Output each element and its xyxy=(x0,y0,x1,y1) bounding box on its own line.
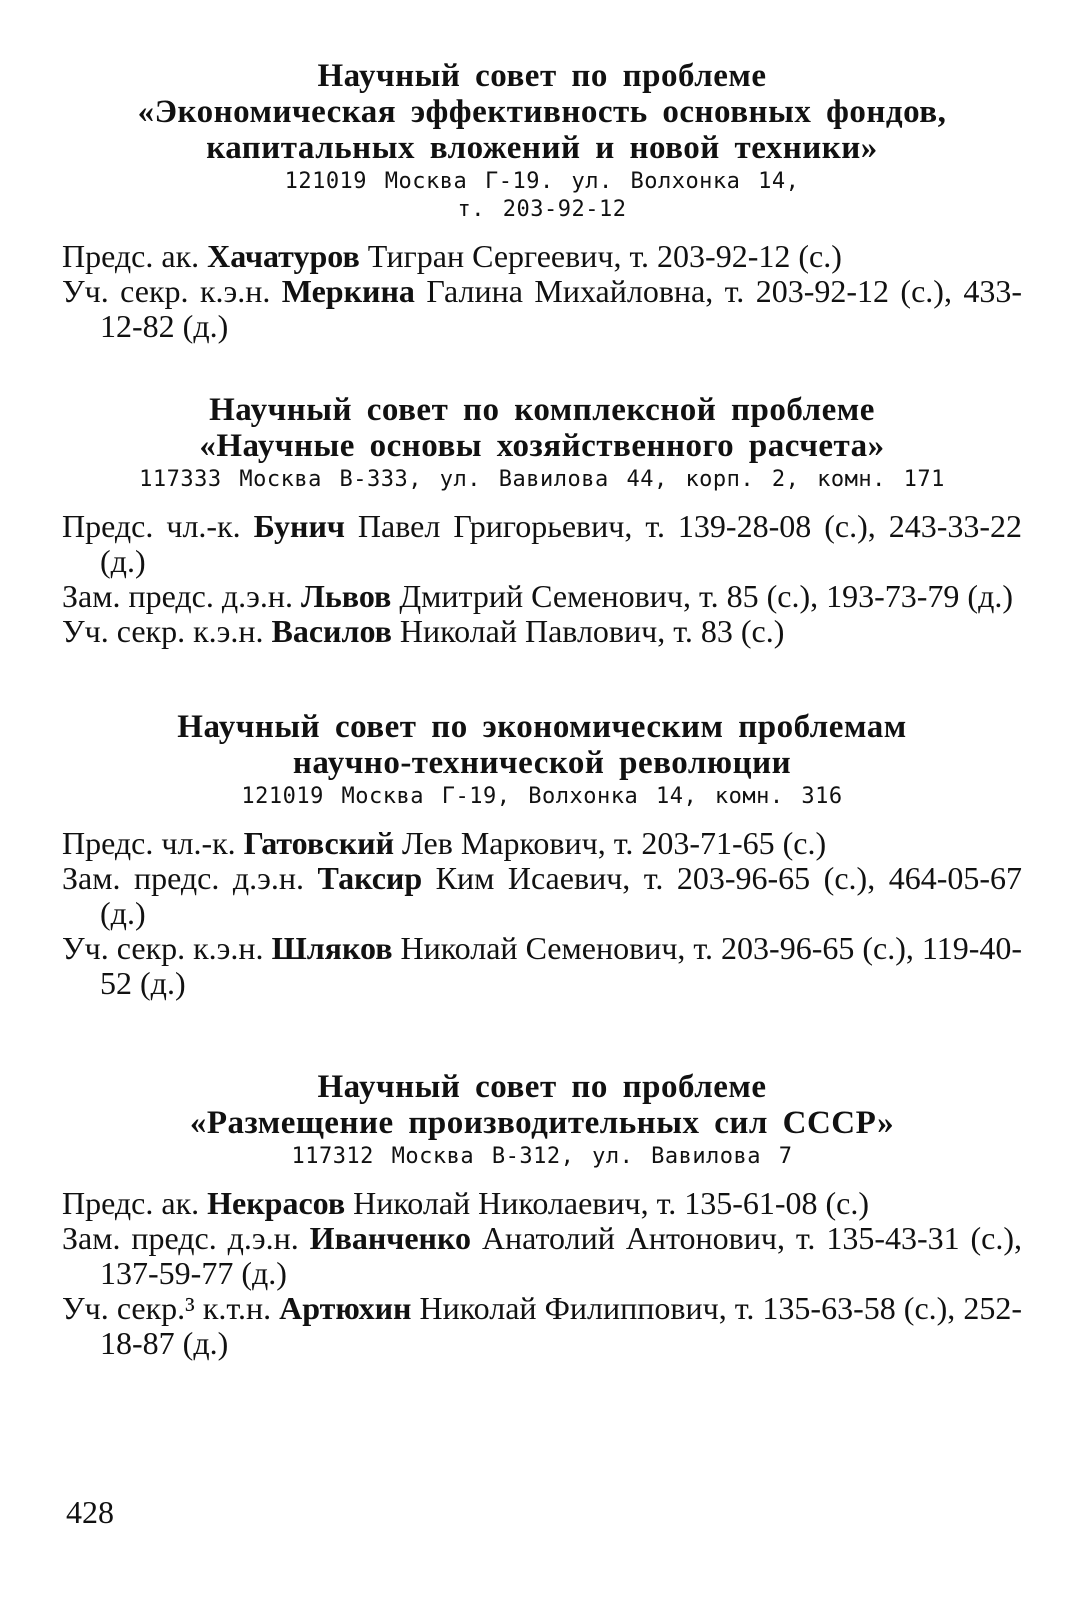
member-role: Предс. чл.-к. xyxy=(62,825,236,861)
section-title xyxy=(62,1069,1022,1141)
member-surname: Хачатуров xyxy=(207,238,360,274)
member-list xyxy=(62,1186,1022,1361)
member-surname: Таксир xyxy=(317,860,423,896)
council-section-khozraschet xyxy=(62,392,1022,649)
member-details: Галина Михайловна, т. 203-92-12 (с.), 433-12-82 (д.) xyxy=(100,273,1023,344)
member-details: Николай Семенович, т. 203-96-65 (с.), 119-40-52 (д.) xyxy=(100,930,1023,1001)
address-line: т. 203-92-12 xyxy=(457,197,627,222)
member-surname: Василов xyxy=(271,613,392,649)
member-details: Николай Павлович, т. 83 (с.) xyxy=(399,613,785,649)
member-list xyxy=(62,826,1022,1001)
member-role: Предс. ак. xyxy=(62,1185,200,1221)
member-surname: Иванченко xyxy=(309,1220,471,1256)
section-title xyxy=(62,709,1022,781)
member-surname: Львов xyxy=(301,578,392,614)
member-details: Лев Маркович, т. 203-71-65 (с.) xyxy=(402,825,827,861)
address-line: 121019 Москва Г-19, Волхонка 14, комн. 316 xyxy=(241,784,843,809)
address-line: 121019 Москва Г-19. ул. Волхонка 14, xyxy=(284,169,800,194)
title-line: Научный совет по комплексной проблеме xyxy=(209,392,875,428)
member-details: Ким Исаевич, т. 203-96-65 (с.), 464-05-67 (д.) xyxy=(100,860,1023,931)
council-section-scientific-revolution xyxy=(62,709,1022,1001)
member-role: Уч. секр. к.э.н. xyxy=(62,273,271,309)
member-entry xyxy=(62,1291,1022,1361)
title-line: научно-технической революции xyxy=(292,745,792,781)
title-line: Научный совет по экономическим проблемам xyxy=(177,709,907,745)
title-line: «Научные основы хозяйственного расчета» xyxy=(199,428,885,464)
member-surname: Гатовский xyxy=(243,825,395,861)
member-surname: Артюхин xyxy=(279,1290,412,1326)
member-list xyxy=(62,239,1022,344)
member-surname: Меркина xyxy=(281,273,415,309)
section-spacer xyxy=(62,1001,1022,1069)
member-entry xyxy=(62,1186,1022,1221)
member-entry xyxy=(62,861,1022,931)
member-details: Павел Григорьевич, т. 139-28-08 (с.), 243-33-22 (д.) xyxy=(100,508,1023,579)
member-surname: Шляков xyxy=(271,930,393,966)
title-line: «Экономическая эффективность основных фондов, xyxy=(137,94,947,130)
title-line: Научный совет по проблеме xyxy=(317,58,767,94)
title-line: «Размещение производительных сил СССР» xyxy=(189,1105,895,1141)
page-content xyxy=(62,58,1022,1361)
council-section-productive-forces xyxy=(62,1069,1022,1361)
address-line: 117312 Москва В-312, ул. Вавилова 7 xyxy=(291,1144,793,1169)
member-entry xyxy=(62,1221,1022,1291)
member-role: Уч. секр.³ к.т.н. xyxy=(62,1290,272,1326)
section-title xyxy=(62,58,1022,166)
section-address xyxy=(62,466,1022,494)
member-role: Зам. предс. д.э.н. xyxy=(62,578,294,614)
member-entry xyxy=(62,239,1022,274)
council-section-economic-efficiency xyxy=(62,58,1022,344)
member-entry xyxy=(62,509,1022,579)
member-entry xyxy=(62,274,1022,344)
member-role: Зам. предс. д.э.н. xyxy=(62,1220,299,1256)
section-spacer xyxy=(62,344,1022,392)
address-line: 117333 Москва В-333, ул. Вавилова 44, корп. 2, комн. 171 xyxy=(139,467,945,492)
member-list xyxy=(62,509,1022,649)
member-entry xyxy=(62,931,1022,1001)
section-address xyxy=(62,168,1022,224)
member-role: Уч. секр. к.э.н. xyxy=(62,930,264,966)
page-number: 428 xyxy=(66,1494,114,1530)
member-details: Тигран Сергеевич, т. 203-92-12 (с.) xyxy=(367,238,842,274)
member-surname: Некрасов xyxy=(207,1185,346,1221)
section-title xyxy=(62,392,1022,464)
title-line: капитальных вложений и новой техники» xyxy=(206,130,878,166)
member-role: Зам. предс. д.э.н. xyxy=(62,860,305,896)
member-details: Николай Филиппович, т. 135-63-58 (с.), 252-18-87 (д.) xyxy=(100,1290,1023,1361)
member-entry xyxy=(62,579,1022,614)
section-spacer xyxy=(62,649,1022,709)
section-address xyxy=(62,783,1022,811)
member-surname: Бунич xyxy=(253,508,345,544)
member-details: Дмитрий Семенович, т. 85 (с.), 193-73-79 (д.) xyxy=(399,578,1013,614)
member-role: Предс. чл.-к. xyxy=(62,508,241,544)
section-address xyxy=(62,1143,1022,1171)
member-role: Уч. секр. к.э.н. xyxy=(62,613,264,649)
member-details: Анатолий Антонович, т. 135-43-31 (с.), 137-59-77 (д.) xyxy=(100,1220,1023,1291)
member-details: Николай Николаевич, т. 135-61-08 (с.) xyxy=(353,1185,870,1221)
member-entry xyxy=(62,614,1022,649)
title-line: Научный совет по проблеме xyxy=(317,1069,767,1105)
member-role: Предс. ак. xyxy=(62,238,200,274)
member-entry xyxy=(62,826,1022,861)
